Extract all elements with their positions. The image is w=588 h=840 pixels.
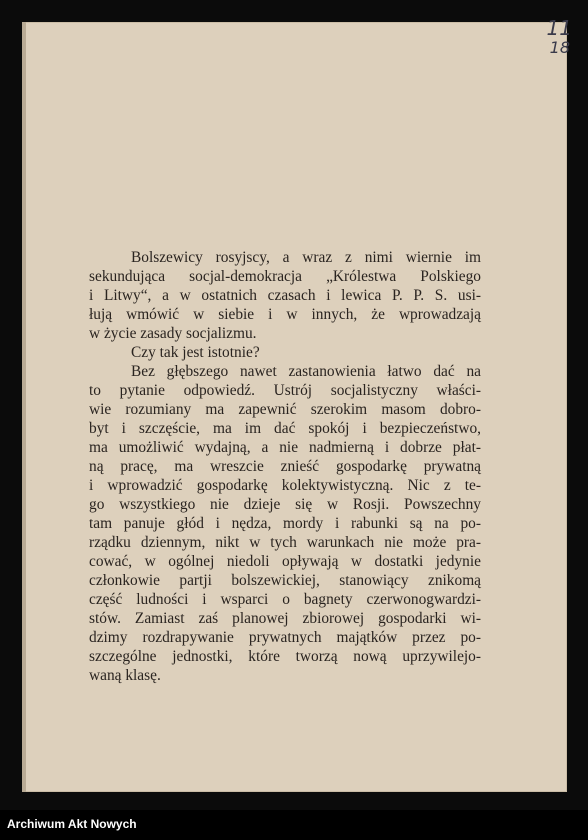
- text-line: i Litwy“, a w ostatnich czasach i lewica P. P. S. usi-: [89, 287, 481, 304]
- text-line: rządku dziennym, nikt w tych warunkach nie może pra-: [89, 534, 481, 551]
- folio-number-top: 11: [546, 16, 572, 40]
- page-binding-edge: [22, 22, 26, 792]
- archive-label: Archiwum Akt Nowych: [7, 817, 137, 831]
- text-line: tam panuje głód i nędza, mordy i rabunki są na po-: [89, 515, 481, 532]
- text-line: go wszystkiego nie dzieje się w Rosji. Powszechny: [89, 496, 481, 513]
- text-line: wie rozumiany ma zapewnić szerokim masom dobro-: [89, 401, 481, 418]
- text-line: waną klasę.: [89, 667, 161, 684]
- text-line: i wprowadzić gospodarkę kolektywistyczną. Nic z te-: [89, 477, 481, 494]
- text-line: dzimy rozdrapywanie prywatnych majątków przez po-: [89, 629, 481, 646]
- text-line: sekundująca socjal-demokracja „Królestwa Polskiego: [89, 268, 481, 285]
- text-line: Bez głębszego nawet zastanowienia łatwo dać na: [131, 363, 481, 380]
- text-line: ma umożliwić wydajną, a nie nadmierną i dobrze płat-: [89, 439, 481, 456]
- folio-number-bottom: 18: [549, 38, 570, 57]
- folio-number: [547, 18, 572, 56]
- archive-footer-bar: [0, 810, 588, 840]
- text-line: cować, w ogólnej niedoli opływają w dostatki jedynie: [89, 553, 481, 570]
- body-text: [89, 248, 481, 685]
- text-line: ną pracę, ma wreszcie znieść gospodarkę prywatną: [89, 458, 481, 475]
- text-line: szczególne jednostki, które tworzą nową uprzywilejo-: [89, 648, 481, 665]
- text-line: w życie zasady socjalizmu.: [89, 325, 257, 342]
- text-line: stów. Zamiast zaś planowej zbiorowej gospodarki wi-: [89, 610, 481, 627]
- text-line: Bolszewicy rosyjscy, a wraz z nimi wiernie im: [131, 249, 481, 266]
- text-line: to pytanie odpowiedź. Ustrój socjalistyczny właści-: [89, 382, 481, 399]
- text-line: byt i szczęście, ma im dać spokój i bezpieczeństwo,: [89, 420, 481, 437]
- text-line: część ludności i wsparci o bagnety czerwonogwardzi-: [89, 591, 481, 608]
- text-line: łują wmówić w siebie i w innych, że wprowadzają: [89, 306, 481, 323]
- text-line: Czy tak jest istotnie?: [131, 344, 260, 361]
- text-line: członkowie partji bolszewickiej, stanowiący znikomą: [89, 572, 481, 589]
